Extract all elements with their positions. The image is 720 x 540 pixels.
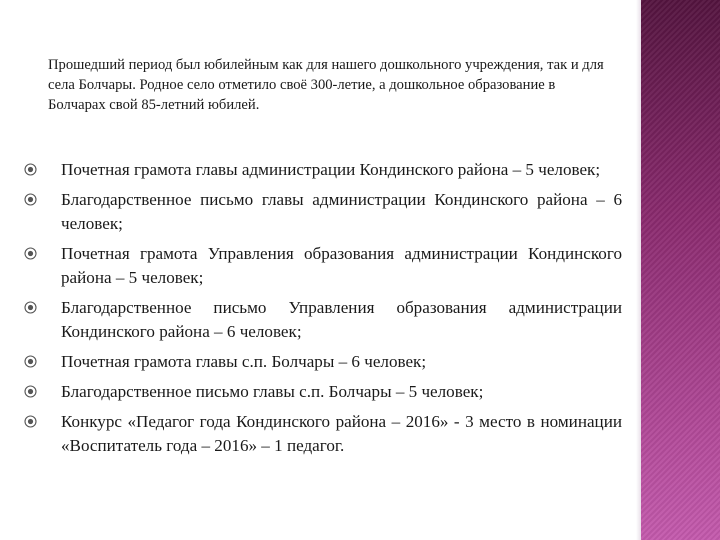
list-item-text: Конкурс «Педагог года Кондинского района – 2016» - 3 место в номинации «Воспитатель года – 2016» – 1 педагог. [61, 412, 622, 455]
list-item [24, 380, 622, 404]
list-item-text: Почетная грамота главы администрации Кондинского района – 5 человек; [61, 160, 601, 179]
list-item [24, 242, 622, 290]
decorative-sidebar [641, 0, 720, 540]
radio-circle-icon [24, 301, 37, 314]
list-item-text: Почетная грамота главы с.п. Болчары – 6 человек; [61, 352, 427, 371]
radio-circle-icon [24, 415, 37, 428]
list-item-text: Почетная грамота Управления образования администрации Кондинского района – 5 человек; [61, 244, 622, 287]
list-item [24, 158, 622, 182]
intro-paragraph: Прошедший период был юбилейным как для нашего дошкольного учреждения, так и для села Болчары. Родное село отметило своё 300-летие, а дошкольное образование в Болчарах свой 85-летний юбилей. [48, 57, 604, 113]
list-item [24, 296, 622, 344]
list-item [24, 410, 622, 458]
list-item [24, 188, 622, 236]
radio-circle-icon [24, 193, 37, 206]
radio-circle-icon [24, 247, 37, 260]
list-item [24, 350, 622, 374]
radio-circle-icon [24, 385, 37, 398]
list-item-text: Благодарственное письмо главы администрации Кондинского района – 6 человек; [61, 190, 622, 233]
radio-circle-icon [24, 355, 37, 368]
list-item-text: Благодарственное письмо главы с.п. Болчары – 5 человек; [61, 382, 484, 401]
achievement-list [24, 158, 622, 464]
radio-circle-icon [24, 163, 37, 176]
list-item-text: Благодарственное письмо Управления образования администрации Кондинского района – 6 человек; [61, 298, 622, 341]
